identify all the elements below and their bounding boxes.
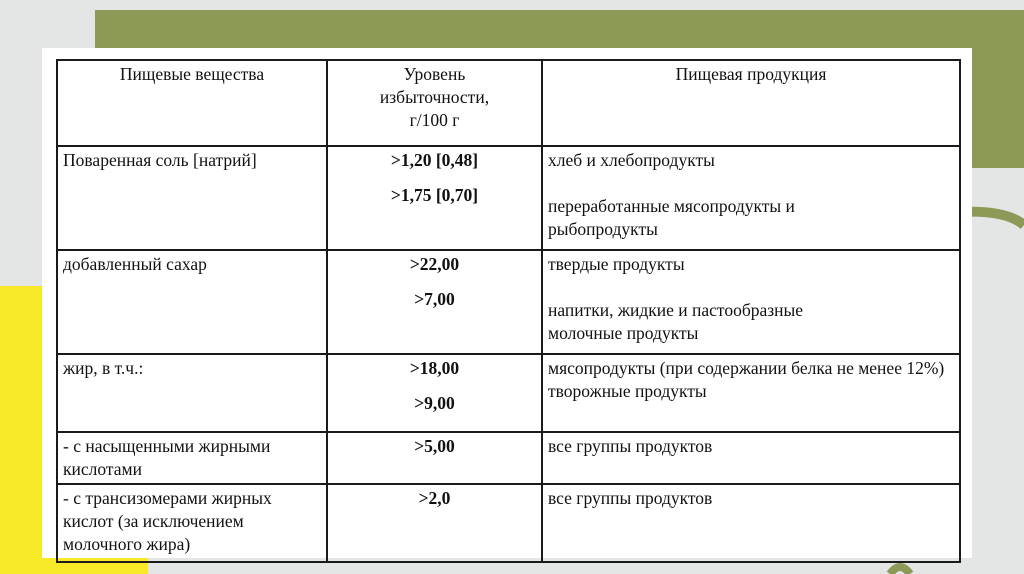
products-cell xyxy=(542,484,960,562)
table-header-row xyxy=(57,60,960,146)
level-value: >7,00 xyxy=(414,289,455,309)
level-value: >18,00 xyxy=(409,358,460,378)
table-row xyxy=(57,354,960,432)
level-value: >5,00 xyxy=(414,436,455,456)
products-cell xyxy=(542,250,960,354)
header-products: Пищевая продукция xyxy=(542,60,960,146)
level-value: >2,0 xyxy=(418,488,451,508)
product-text: переработанные мясопродукты и рыбопродукты xyxy=(548,196,795,239)
product-text: твердые продукты xyxy=(548,254,685,274)
substance-cell: - с трансизомерами жирных кислот (за исключением молочного жира) xyxy=(57,484,327,562)
level-value: >22,00 xyxy=(409,254,460,274)
level-cell xyxy=(327,484,542,562)
product-text: напитки, жидкие и пастообразные молочные продукты xyxy=(548,300,804,343)
products-cell xyxy=(542,354,960,432)
table-row xyxy=(57,432,960,484)
slide-content xyxy=(42,48,972,558)
product-text: мясопродукты (при содержании белка не менее 12%) xyxy=(548,358,945,378)
product-text: все группы продуктов xyxy=(548,488,713,508)
product-text: все группы продуктов xyxy=(548,436,713,456)
product-text: хлеб и хлебопродукты xyxy=(548,150,715,170)
table-row xyxy=(57,250,960,354)
table-row xyxy=(57,146,960,250)
level-value: >9,00 xyxy=(414,393,455,413)
level-value: >1,75 [0,70] xyxy=(390,185,479,205)
substance-cell: - с насыщенными жирными кислотами xyxy=(57,432,327,484)
level-cell xyxy=(327,146,542,250)
level-cell xyxy=(327,432,542,484)
product-text: творожные продукты xyxy=(548,381,707,401)
substance-cell: Поваренная соль [натрий] xyxy=(57,146,327,250)
level-value: >1,20 [0,48] xyxy=(390,150,479,170)
header-substances: Пищевые вещества xyxy=(57,60,327,146)
level-cell xyxy=(327,354,542,432)
level-cell xyxy=(327,250,542,354)
substance-cell: добавленный сахар xyxy=(57,250,327,354)
header-level: Уровень избыточности, г/100 г xyxy=(327,60,542,146)
products-cell xyxy=(542,432,960,484)
nutrient-table xyxy=(56,59,961,563)
table-row xyxy=(57,484,960,562)
substance-cell: жир, в т.ч.: xyxy=(57,354,327,432)
products-cell xyxy=(542,146,960,250)
